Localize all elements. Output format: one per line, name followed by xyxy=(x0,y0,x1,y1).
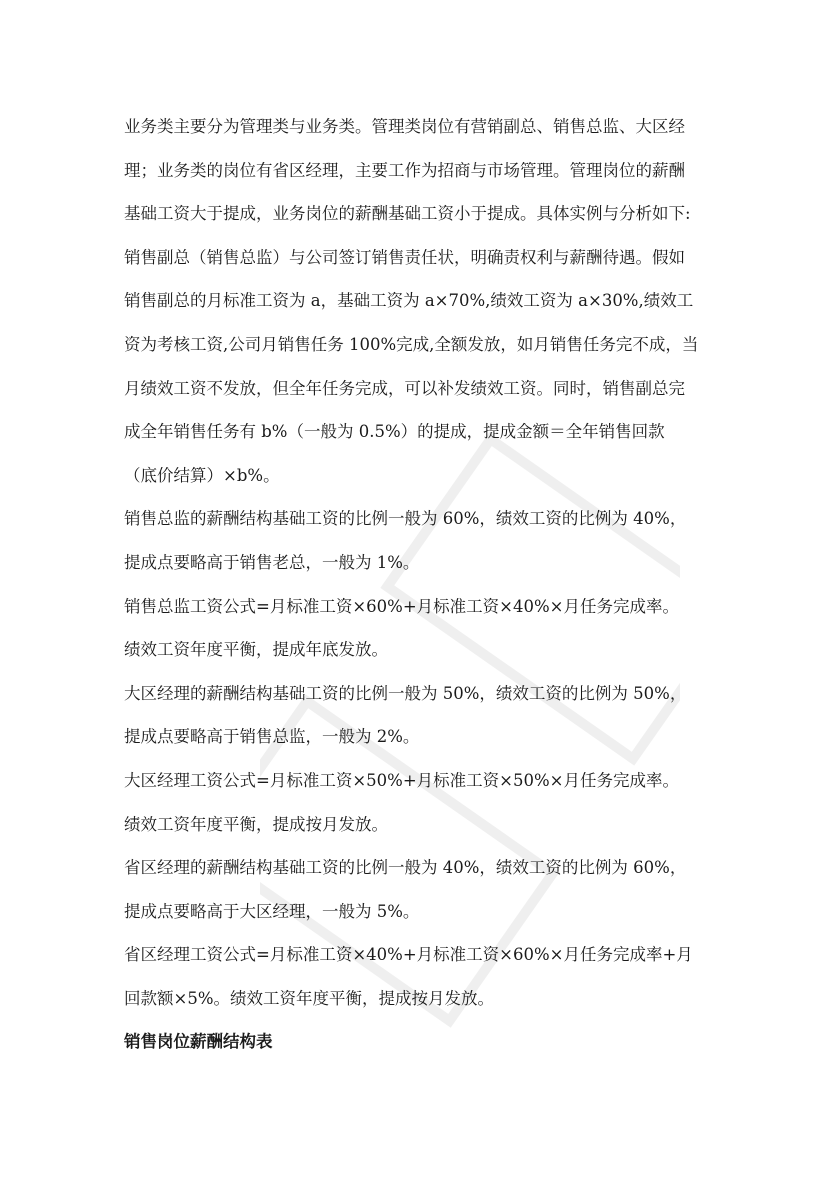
paragraph-line: 提成点要略高于销售总监，一般为 2%。 xyxy=(124,727,420,747)
paragraph-line: 销售副总的月标准工资为 a，基础工资为 a×70%,绩效工资为 a×30%,绩效工 xyxy=(124,291,694,311)
paragraph-line: 资为考核工资,公司月销售任务 100%完成,全额发放，如月销售任务完不成，当 xyxy=(124,334,699,354)
paragraph-line: 基础工资大于提成，业务岗位的薪酬基础工资小于提成。具体实例与分析如下: xyxy=(124,204,691,224)
document-body xyxy=(124,105,714,1064)
paragraph-line: （底价结算）×b%。 xyxy=(124,465,280,485)
section-heading: 销售岗位薪酬结构表 xyxy=(124,1032,273,1052)
paragraph-line: 绩效工资年度平衡，提成年底发放。 xyxy=(124,640,388,660)
paragraph-line: 回款额×5%。绩效工资年度平衡，提成按月发放。 xyxy=(124,988,495,1008)
paragraph-line: 销售总监工资公式=月标准工资×60%+月标准工资×40%×月任务完成率。 xyxy=(124,596,679,616)
paragraph-line: 绩效工资年度平衡，提成按月发放。 xyxy=(124,814,388,834)
paragraph-line: 大区经理的薪酬结构基础工资的比例一般为 50%，绩效工资的比例为 50%， xyxy=(124,683,687,703)
paragraph-line: 理；业务类的岗位有省区经理，主要工作为招商与市场管理。管理岗位的薪酬 xyxy=(124,160,685,180)
paragraph-line: 销售总监的薪酬结构基础工资的比例一般为 60%，绩效工资的比例为 40%， xyxy=(124,509,687,529)
paragraph-line: 大区经理工资公式=月标准工资×50%+月标准工资×50%×月任务完成率。 xyxy=(124,770,679,790)
paragraph-line: 业务类主要分为管理类与业务类。管理类岗位有营销副总、销售总监、大区经 xyxy=(124,117,685,136)
paragraph-line: 成全年销售任务有 b%（一般为 0.5%）的提成，提成金额＝全年销售回款 xyxy=(124,422,665,442)
paragraph-line: 销售副总（销售总监）与公司签订销售责任状，明确责权利与薪酬待遇。假如 xyxy=(124,247,685,267)
paragraph-line: 月绩效工资不发放，但全年任务完成，可以补发绩效工资。同时，销售副总完 xyxy=(124,378,685,398)
paragraph-line: 省区经理工资公式=月标准工资×40%+月标准工资×60%×月任务完成率+月 xyxy=(124,945,693,965)
paragraph-line: 省区经理的薪酬结构基础工资的比例一般为 40%，绩效工资的比例为 60%， xyxy=(124,858,687,878)
paragraph-line: 提成点要略高于大区经理，一般为 5%。 xyxy=(124,901,420,921)
paragraph-line: 提成点要略高于销售老总，一般为 1%。 xyxy=(124,552,420,572)
